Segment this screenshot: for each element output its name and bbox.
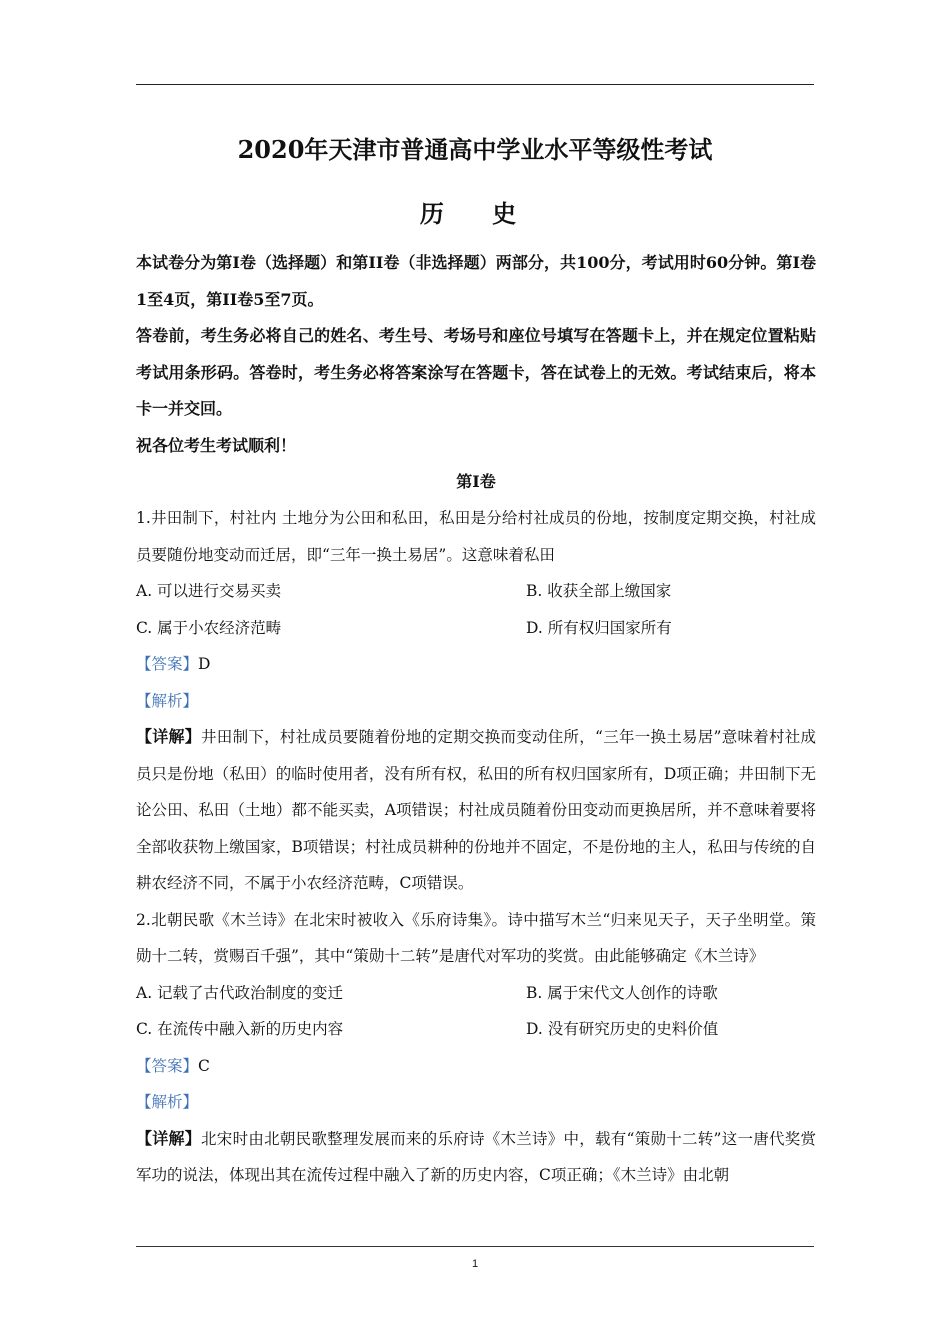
document-body (136, 245, 816, 1194)
question-2-option-d: D. 没有研究历史的史料价值 (526, 1020, 719, 1038)
page-number: 1 (471, 1258, 479, 1270)
question-1-detail (136, 719, 816, 902)
answer-tag: 【答案】 (136, 655, 199, 673)
question-2-option-a: A. 记载了古代政治制度的变迁 (136, 983, 344, 1002)
analysis-tag: 【解析】 (136, 691, 199, 710)
header-rule (136, 84, 814, 85)
question-2-options (136, 975, 816, 1048)
question-2-option-c: C. 在流传中融入新的历史内容 (136, 1020, 344, 1038)
question-2-analysis (136, 1084, 816, 1121)
instructions-paragraph-2: 答卷前，考生务必将自己的姓名、考生号、考场号和座位号填写在答题卡上，并在规定位置粘贴考试用条形码。答卷时，考生务必将答案涂写在答题卡，答在试卷上的无效。考试结束后，将本卡一并交回。 (136, 326, 816, 418)
question-1-options (136, 573, 816, 646)
question-1-option-a: A. 可以进行交易买卖 (136, 582, 282, 600)
instructions-paragraph-1: 本试卷分为第I卷（选择题）和第II卷（非选择题）两部分，共100分，考试用时60分钟。第I卷1至4页，第II卷5至7页。 (136, 253, 816, 309)
question-1-analysis (136, 683, 816, 720)
question-1-option-c: C. 属于小农经济范畴 (136, 618, 282, 637)
exam-title: 2020年天津市普通高中学业水平等级性考试 (237, 135, 713, 164)
detail-text: 北宋时由北朝民歌整理发展而来的乐府诗《木兰诗》中，载有“策勋十二转”这一唐代奖赏军功的说法，体现出其在流传过程中融入了新的历史内容，C项正确；《木兰诗》由北朝 (136, 1129, 816, 1184)
question-2-stem: 2.北朝民歌《木兰诗》在北宋时被收入《乐府诗集》。诗中描写木兰“归来见天子，天子坐明堂。策勋十二转，赏赐百千强”，其中“策勋十二转”是唐代对军功的奖赏。由此能够确定《木兰诗》 (136, 910, 816, 965)
detail-tag: 【详解】 (136, 1128, 202, 1148)
question-2-answer (136, 1048, 816, 1085)
question-1-option-d: D. 所有权归国家所有 (526, 618, 672, 637)
section-heading: 第I卷 (456, 472, 496, 491)
instructions-paragraph-3: 祝各位考生考试顺利！ (136, 435, 297, 455)
answer-tag: 【答案】 (136, 1056, 199, 1075)
detail-tag: 【详解】 (136, 727, 202, 746)
question-1-stem: 1.井田制下，村社内 土地分为公田和私田，私田是分给村社成员的份地，按制度定期交换，村社成员要随份地变动而迁居，即“三年一换土易居”。这意味着私田 (136, 509, 816, 564)
question-2-option-b: B. 属于宋代文人创作的诗歌 (526, 983, 718, 1002)
footer-rule (136, 1246, 814, 1247)
question-1-option-b: B. 收获全部上缴国家 (526, 582, 672, 600)
analysis-tag: 【解析】 (136, 1093, 199, 1111)
question-1-answer (136, 646, 816, 683)
detail-text: 井田制下，村社成员要随着份地的定期交换而变动住所，“三年一换土易居”意味着村社成员只是份地（私田）的临时使用者，没有所有权，私田的所有权归国家所有，D项正确；井田制下无论公田、私田（土地）都不能买卖，A项错误；村社成员随着份田变动而更换居所，并不意味着要将全部收获物上缴国家，B项错误；村社成员耕种的份地并不固定，不是份地的主人，私田与传统的自耕农经济不同，不属于小农经济范畴，C项错误。 (136, 728, 816, 892)
answer-value: C (198, 1056, 210, 1075)
answer-value: D (198, 655, 211, 673)
subject-title: 历 史 (419, 199, 531, 228)
question-2-detail (136, 1121, 816, 1194)
